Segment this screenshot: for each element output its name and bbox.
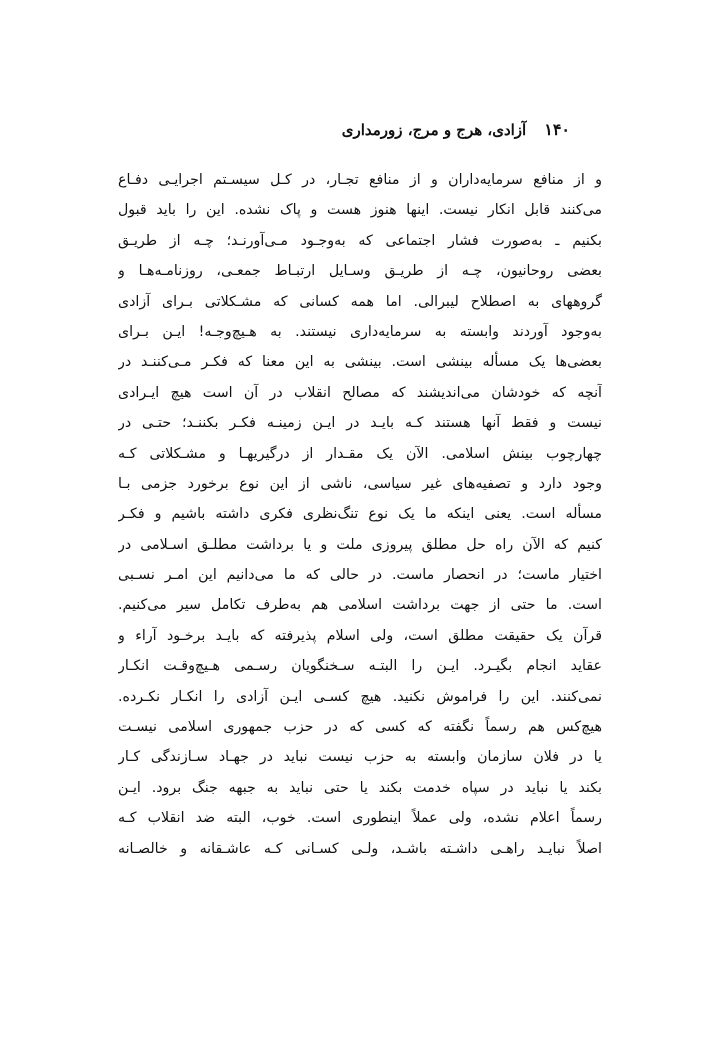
body-text (118, 165, 602, 864)
text-line: بکند یا نباید در سپاه خدمت بکند یا حتی نباید به جبهه جنگ برود. ایـن (118, 779, 602, 796)
text-line: اصلاً نبایـد راهـی داشـته باشـد، ولـی کسـانی کـه عاشـقانه و خالصـانه (118, 840, 602, 857)
text-line: گروههای به اصطلاح لیبرالی. اما همه کسانی که مشـکلاتی بـرای آزادی (118, 293, 602, 310)
text-line: چهارچوب بینش اسلامی. الآن یک مقـدار از درگیریهـا و مشـکلاتی کـه (118, 445, 602, 462)
text-line: مسأله است. یعنی اینکه ما یک نوع تنگ‌نظری فکری داشته باشیم و فکـر (118, 506, 602, 523)
text-line: نمی‌کنند. این را فراموش نکنید. هیچ کسـی ایـن آزادی را انکـار نکـرده. (118, 688, 602, 705)
text-line: عقاید انجام بگیـرد. ایـن را البتـه سـخنگویان رسـمی هـیچ‌وقـت انکـار (118, 658, 602, 675)
text-line: بعضی روحانیون، چـه از طریـق وسـایل ارتبـاط جمعـی، روزنامـه‌هـا و (118, 263, 602, 280)
text-line: یا در فلان سازمان وابسته به حزب نیست نباید در جهـاد سـازندگی کـار (118, 749, 602, 766)
text-line: کنیم که الآن راه حل مطلق پیروزی ملت و یا برداشت مطلـق اسـلامی در (118, 536, 602, 553)
text-line: وجود دارد و تصفیه‌های غیر سیاسی، ناشی از این نوع برخورد جزمی بـا (118, 475, 602, 492)
text-line: نیست و فقط آنها هستند کـه بایـد در ایـن زمینـه فکـر بکننـد؛ حتـی در (118, 415, 602, 432)
text-line: بکنیم ـ به‌صورت فشار اجتماعی که به‌وجـود مـی‌آورنـد؛ چـه از طریـق (118, 232, 602, 249)
text-line: اختیار ماست؛ در انحصار ماست. در حالی که ما می‌دانیم این امـر نسـبی (118, 567, 602, 584)
text-line: آنچه که خودشان می‌اندیشند که مصالح انقلاب در آن است هیچ ایـرادی (118, 384, 602, 401)
text-line: قرآن یک حقیقت مطلق است، ولی اسلام پذیرفته که بایـد برخـود آراء و (118, 627, 602, 644)
text-line: بعضی‌ها یک مسأله بینشی است. بینشی به این معنا که فکـر مـی‌کننـد در (118, 354, 602, 371)
text-line: هیچ‌کس هم رسماً نگفته که کسی که در حزب جمهوری اسلامی نیسـت (118, 719, 602, 736)
text-line: به‌وجود آوردند وابسته به سرمایه‌داری نیستند. به هـیچ‌وجـه! ایـن بـرای (118, 323, 602, 340)
running-header (342, 120, 570, 146)
text-line: می‌کنند قابل انکار نیست. اینها هنوز هست و پاک نشده. این را باید قبول (118, 202, 602, 219)
text-line: و از منافع سرمایه‌داران و از منافع تجـار، در کـل سیسـتم اجرایـی دفـاع (118, 172, 602, 188)
running-title: آزادی، هرج و مرج، زورمداری (341, 121, 527, 139)
text-line: رسماً اعلام نشده، ولی عملاً اینطوری است. خوب، البته ضد انقلاب کـه (118, 810, 602, 827)
text-line: است. ما حتی از جهت برداشت اسلامی هم به‌طرف تکامل سیر می‌کنیم. (118, 597, 602, 614)
page-number: ۱۴۰ (544, 120, 570, 139)
